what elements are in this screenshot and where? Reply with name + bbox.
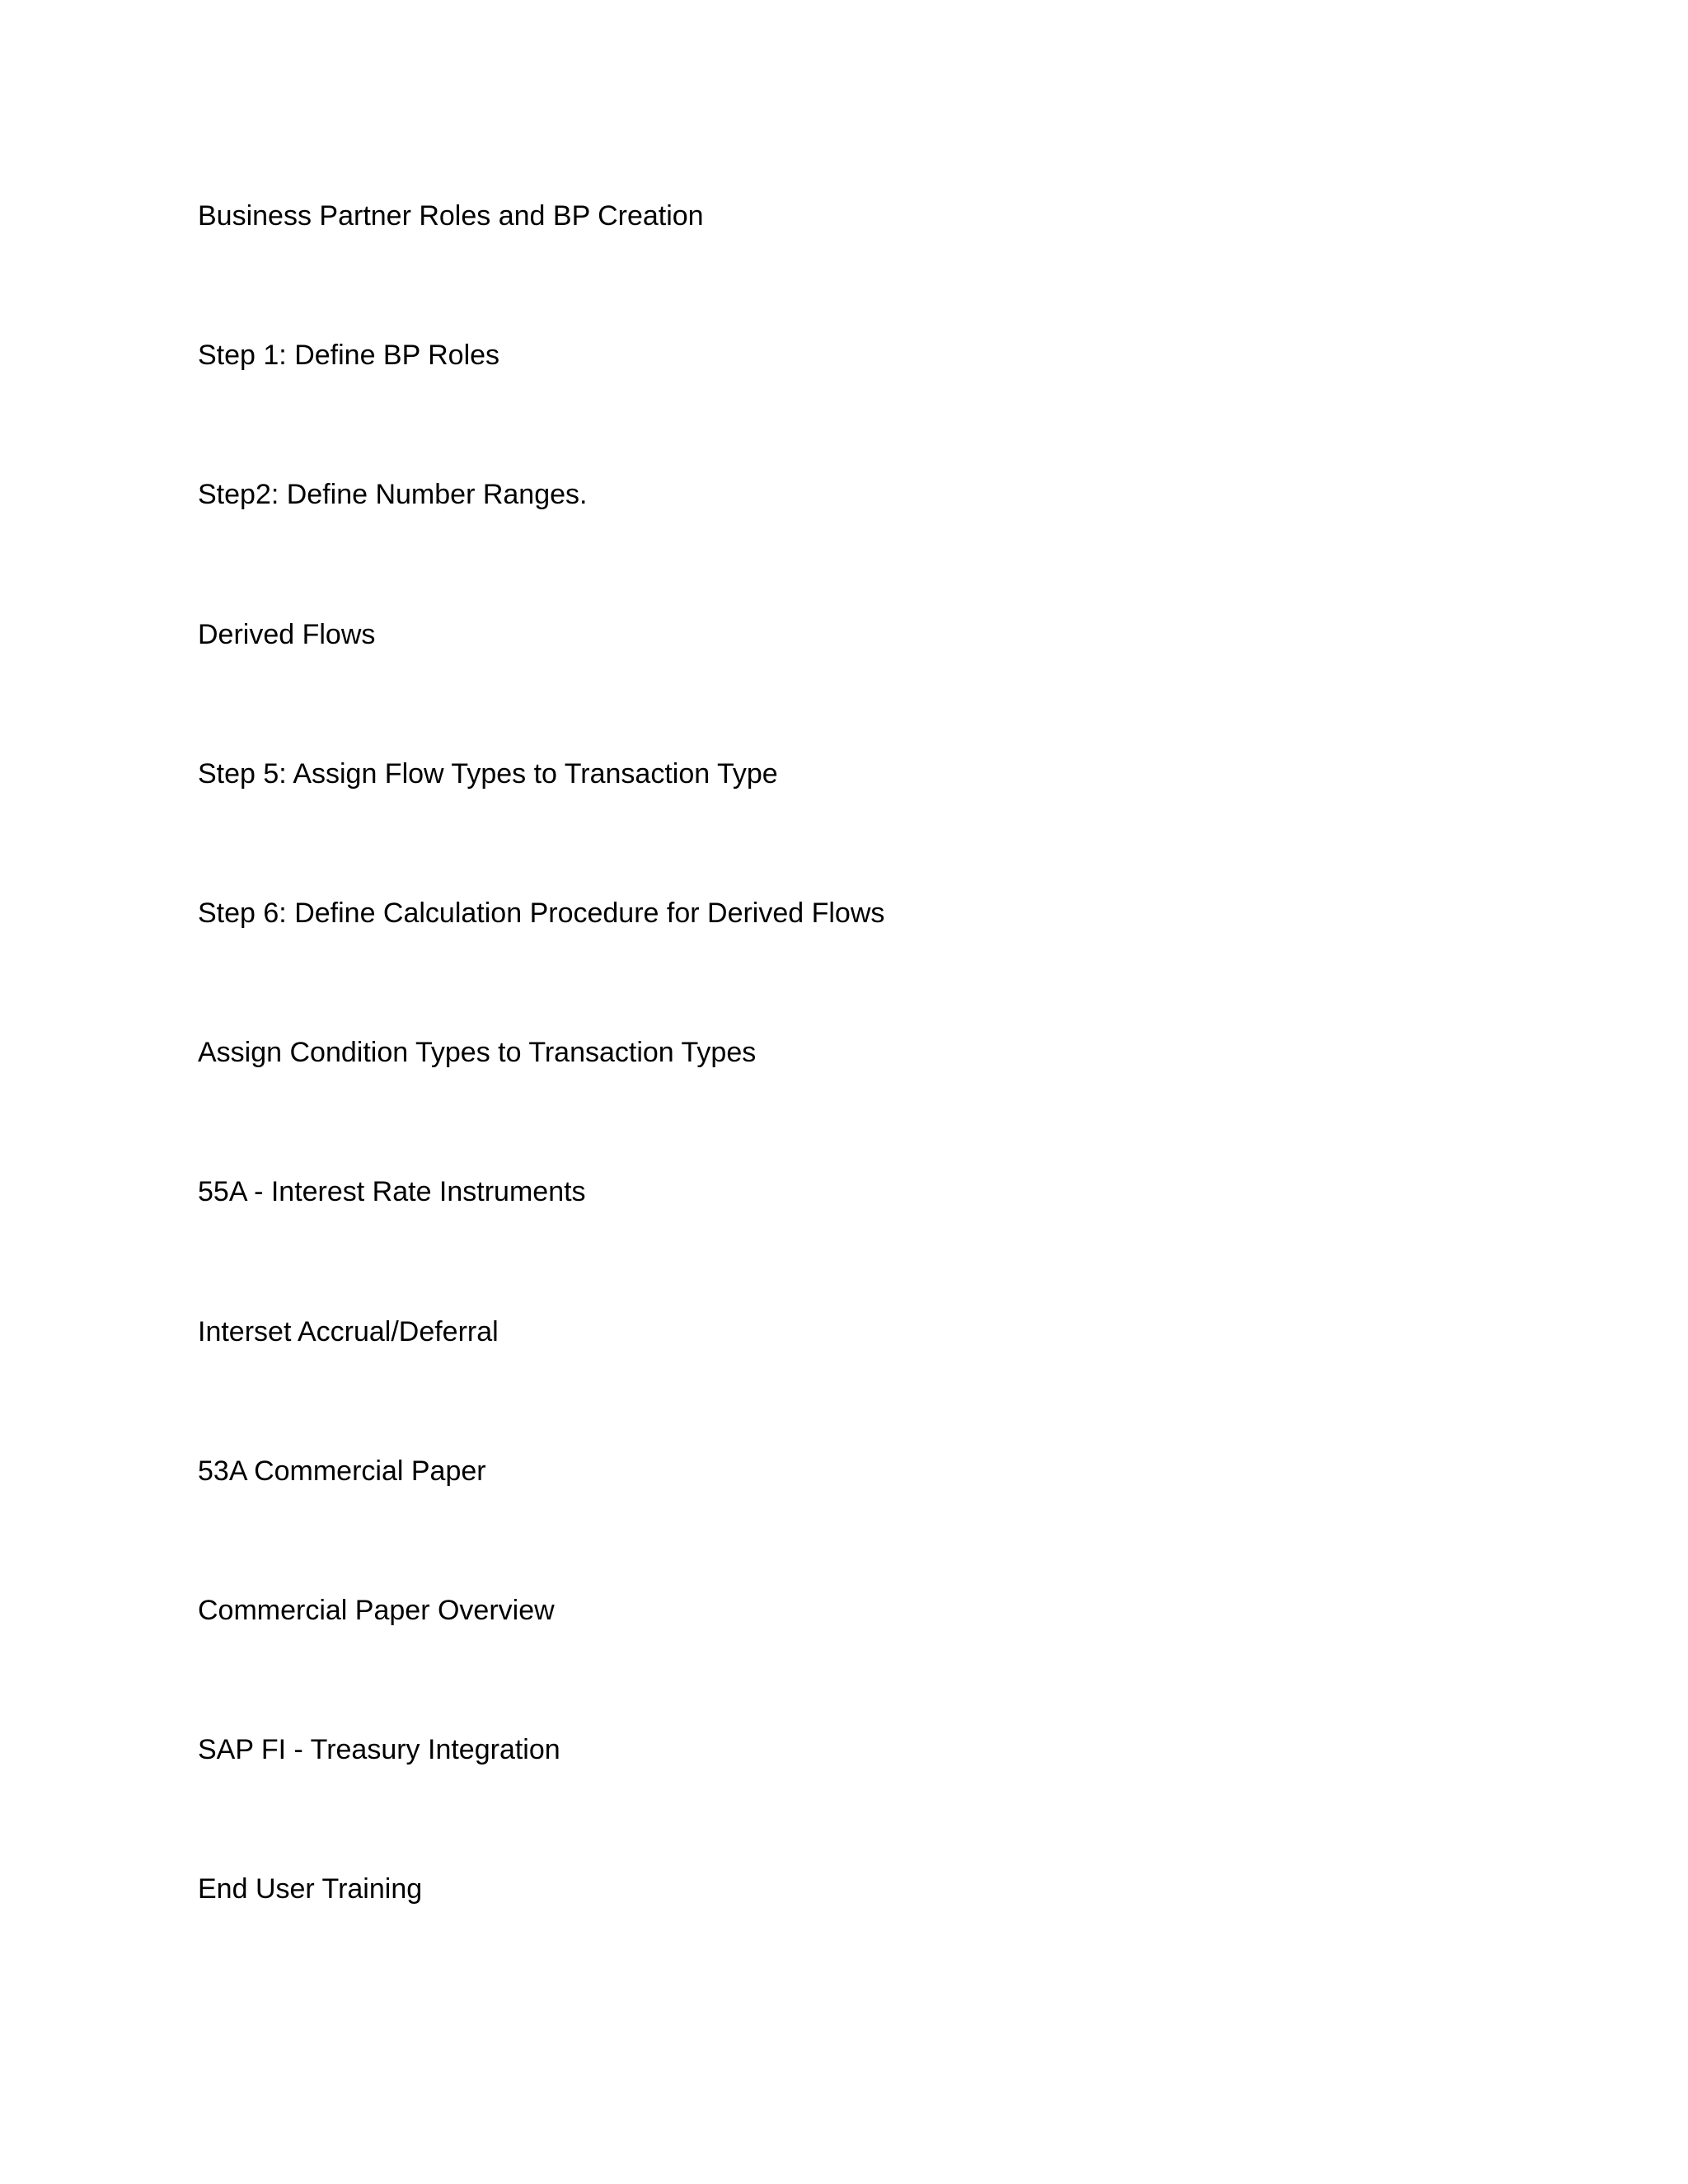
entry-interest-accrual-deferral: Interset Accrual/Deferral — [198, 1315, 499, 1347]
entry-bp-roles-creation: Business Partner Roles and BP Creation — [198, 200, 704, 232]
entry-step5-assign-flow-types: Step 5: Assign Flow Types to Transaction Type — [198, 757, 778, 790]
entry-55a-interest-rate: 55A - Interest Rate Instruments — [198, 1176, 586, 1208]
entry-step6-calculation-procedure: Step 6: Define Calculation Procedure for Derived Flows — [198, 897, 885, 929]
entry-end-user-training: End User Training — [198, 1873, 423, 1905]
entry-53a-commercial-paper: 53A Commercial Paper — [198, 1455, 486, 1487]
entry-step1-define-bp-roles: Step 1: Define BP Roles — [198, 340, 500, 372]
entry-list — [198, 194, 1517, 2007]
entry-assign-condition-types: Assign Condition Types to Transaction Types — [198, 1037, 757, 1069]
entry-sap-fi-treasury: SAP FI - Treasury Integration — [198, 1734, 560, 1766]
entry-step2-number-ranges: Step2: Define Number Ranges. — [198, 479, 588, 511]
entry-derived-flows: Derived Flows — [198, 618, 376, 650]
entry-commercial-paper-overview: Commercial Paper Overview — [198, 1594, 555, 1626]
